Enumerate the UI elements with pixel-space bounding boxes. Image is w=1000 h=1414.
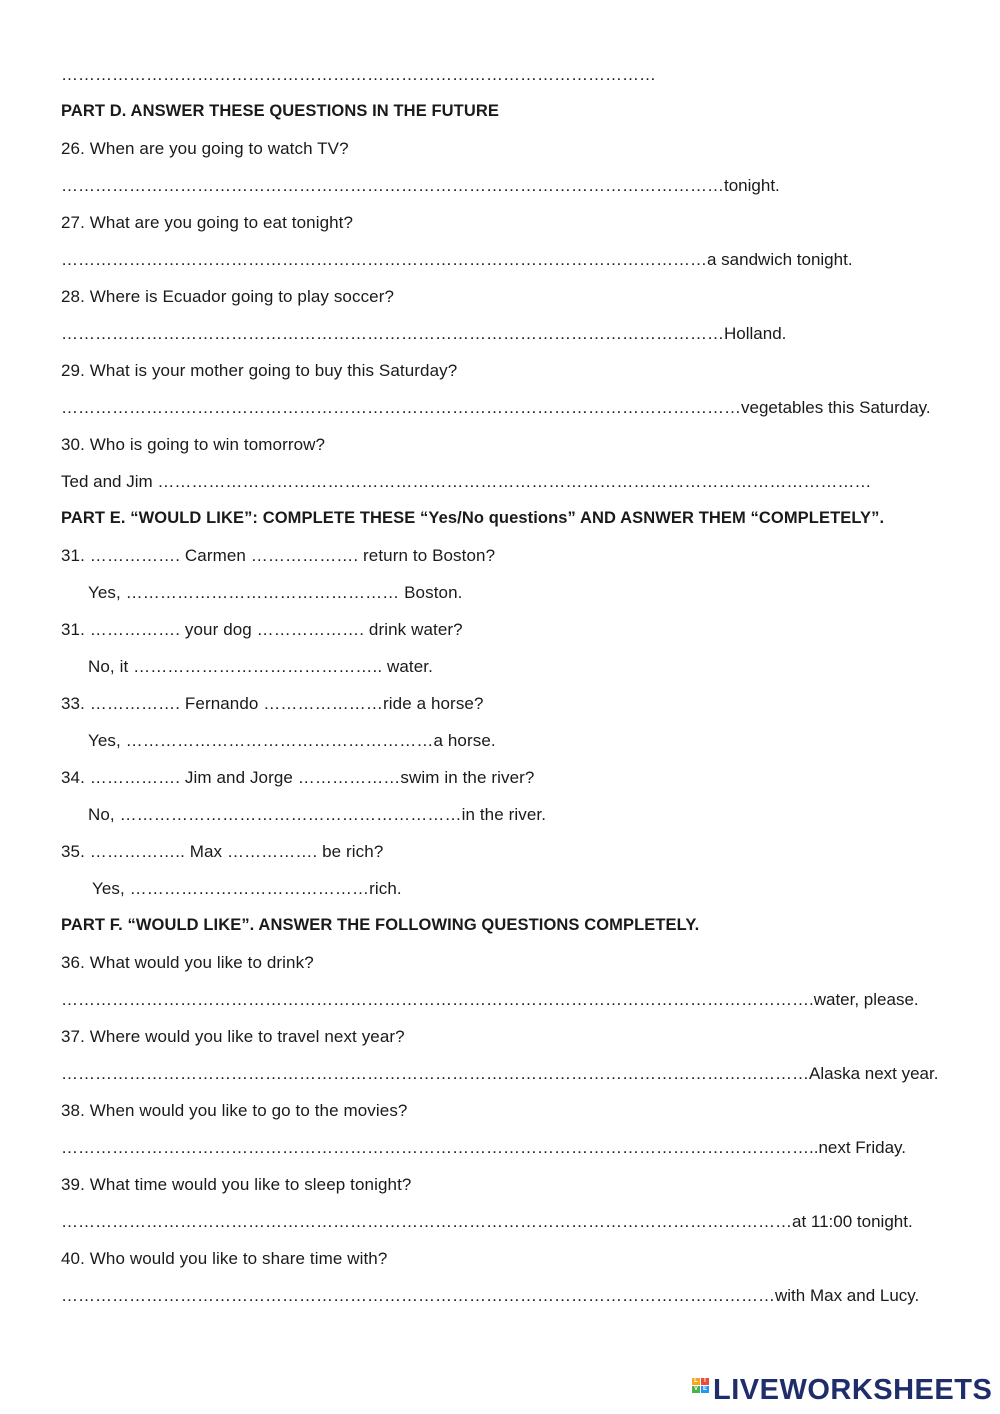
answer-27[interactable]: ……………………………………………………………………………………………………a sandwich tonight. [61, 250, 853, 269]
answer-34[interactable]: No, ……………………………………………………in the river. [88, 805, 547, 824]
answer-30[interactable]: Ted and Jim ……………………………………………………………………………………………………………… [61, 472, 872, 491]
answer-35[interactable]: Yes, ……………………………………rich. [92, 879, 402, 898]
question-40: 40. Who would you like to share time with? [61, 1249, 388, 1268]
logo-text: LIVEWORKSHEETS [713, 1374, 993, 1406]
answer-39[interactable]: …………………………………………………………………………………………………………………at 11:00 tonight. [61, 1212, 913, 1231]
part-e-heading: PART E. “WOULD LIKE”: COMPLETE THESE “Yes/No questions” AND ASNWER THEM “COMPLETELY”. [61, 509, 885, 527]
answer-32[interactable]: No, it …………………………………….. water. [88, 657, 433, 676]
liveworksheets-logo-icon [692, 1378, 710, 1402]
answer-28[interactable]: ………………………………………………………………………………………………………Holland. [61, 324, 787, 343]
logo-mark-i: I [701, 1378, 709, 1385]
question-32[interactable]: 31. ……………. your dog ………………. drink water? [61, 620, 463, 639]
question-35[interactable]: 35. …………….. Max ……………. be rich? [61, 842, 384, 861]
question-34[interactable]: 34. ……………. Jim and Jorge ………………swim in the river? [61, 768, 535, 787]
worksheet [61, 56, 961, 1314]
question-28: 28. Where is Ecuador going to play soccer? [61, 287, 395, 306]
answer-36[interactable]: …………………………………………………………………………………………………………………….water, please. [61, 990, 919, 1009]
answer-29[interactable]: …………………………………………………………………………………………………………vegetables this Saturday. [61, 398, 931, 417]
answer-37[interactable]: ……………………………………………………………………………………………………………………Alaska next year. [61, 1064, 939, 1083]
question-36: 36. What would you like to drink? [61, 953, 314, 972]
question-26: 26. When are you going to watch TV? [61, 139, 349, 158]
answer-40[interactable]: ………………………………………………………………………………………………………………with Max and Lucy. [61, 1286, 920, 1305]
question-29: 29. What is your mother going to buy this Saturday? [61, 361, 458, 380]
logo-mark-l: L [692, 1378, 700, 1385]
question-39: 39. What time would you like to sleep tonight? [61, 1175, 412, 1194]
answer-38[interactable]: ……………………………………………………………………………………………………………………..next Friday. [61, 1138, 906, 1157]
part-d-heading: PART D. ANSWER THESE QUESTIONS IN THE FUTURE [61, 102, 499, 120]
question-38: 38. When would you like to go to the movies? [61, 1101, 408, 1120]
answer-31[interactable]: Yes, ………………………………………… Boston. [88, 583, 463, 602]
answer-33[interactable]: Yes, ………………………………………………a horse. [88, 731, 496, 750]
answer-line[interactable]: …………………………………………………………………………………………… [61, 65, 656, 84]
liveworksheets-logo [692, 1374, 992, 1406]
question-30: 30. Who is going to win tomorrow? [61, 435, 326, 454]
answer-26[interactable]: ………………………………………………………………………………………………………tonight. [61, 176, 780, 195]
part-f-heading: PART F. “WOULD LIKE”. ANSWER THE FOLLOWING QUESTIONS COMPLETELY. [61, 916, 700, 934]
question-37: 37. Where would you like to travel next year? [61, 1027, 405, 1046]
logo-mark-e: E [702, 1386, 707, 1392]
question-27: 27. What are you going to eat tonight? [61, 213, 354, 232]
question-33[interactable]: 33. ……………. Fernando …………………ride a horse? [61, 694, 484, 713]
logo-mark-v: V [693, 1386, 698, 1392]
question-31[interactable]: 31. ……………. Carmen ………………. return to Boston? [61, 546, 496, 565]
